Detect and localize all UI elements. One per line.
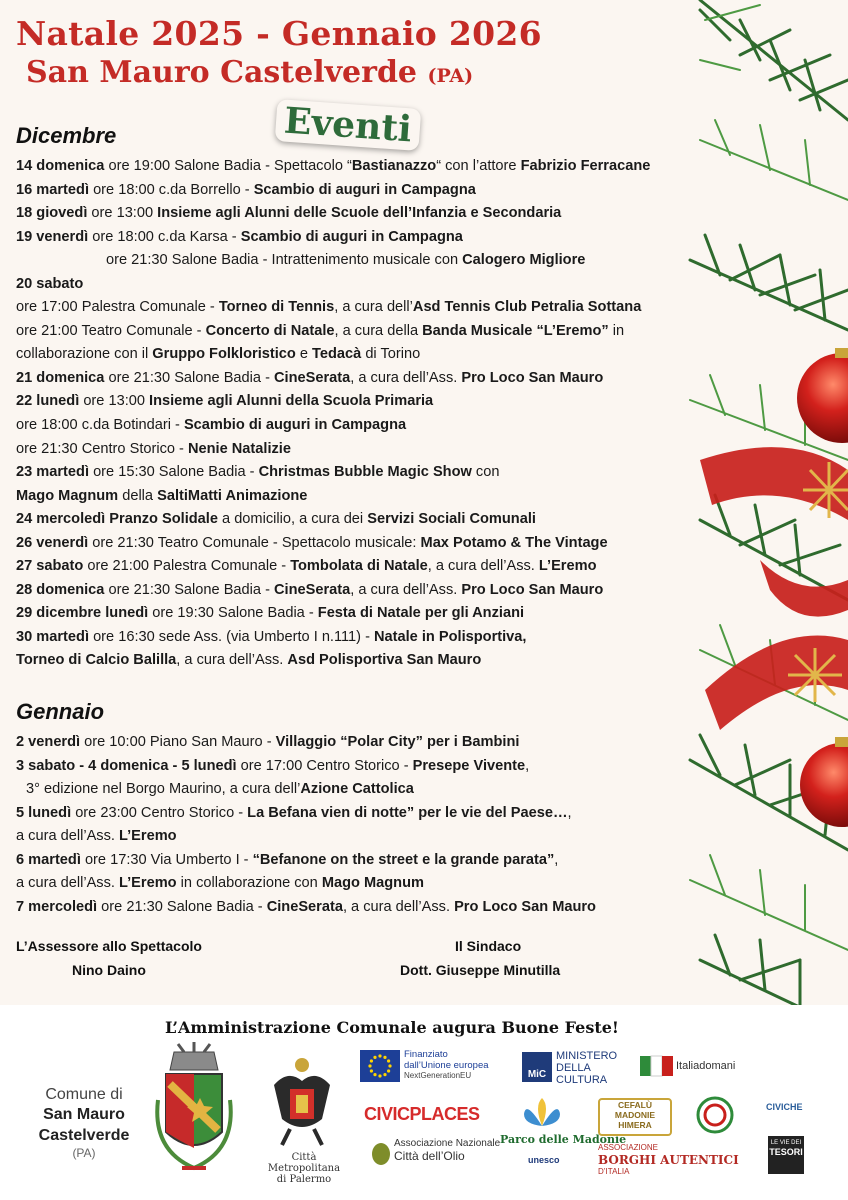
event-text: in collaborazione con: [176, 875, 322, 892]
event-line: [16, 226, 786, 250]
event-text: ore 21:30 Teatro Comunale - Spettacolo musicale:: [88, 534, 421, 551]
event-highlight: 23 martedì: [16, 464, 90, 481]
event-highlight: Insieme agli Alunni della Scuola Primaria: [149, 393, 434, 410]
tesori-logo: [768, 1136, 804, 1174]
event-line: [16, 731, 786, 755]
event-text: ore 21:30 Salone Badia -: [97, 898, 267, 915]
italia-flag-icon: [640, 1052, 674, 1080]
event-highlight: Presepe Vivente: [412, 757, 526, 774]
ministero-line3: CULTURA: [556, 1074, 608, 1086]
event-text: ,: [525, 757, 530, 774]
event-highlight: Bastianazzo: [351, 158, 437, 174]
event-text: , a cura dell’Ass.: [176, 652, 288, 669]
comune-line3: Castelverde: [38, 1127, 130, 1144]
event-highlight: Asd Tennis Club Petralia Sottana: [412, 299, 642, 316]
event-line: [16, 802, 786, 826]
event-text: ore 21:30 Salone Badia -: [104, 369, 274, 386]
tesori-line1: LE VIE DEI: [770, 1140, 802, 1146]
event-line: [16, 602, 786, 626]
sindaco-role: Il Sindaco: [455, 938, 522, 954]
event-highlight: 2 venerdì: [16, 734, 81, 750]
event-highlight: CineSerata: [274, 581, 351, 598]
event-line: [16, 555, 786, 579]
borghi-label: [598, 1143, 739, 1177]
event-text: ore 18:00 c.da Borrello -: [89, 181, 254, 198]
event-text: ore 21:00 Teatro Comunale -: [16, 322, 206, 339]
event-highlight: L’Eremo: [119, 875, 177, 892]
event-highlight: Pro Loco San Mauro: [461, 369, 604, 386]
borghi-line1: ASSOCIAZIONE: [598, 1143, 659, 1152]
ornaments: [797, 348, 848, 827]
event-text: ore 23:00 Centro Storico -: [71, 804, 248, 821]
cefalu-logo: [598, 1098, 672, 1136]
event-line: [16, 485, 786, 509]
ministero-line2: DELLA: [556, 1062, 591, 1074]
madonie-label: Parco delle Madonie: [500, 1133, 627, 1146]
event-highlight: Fabrizio Ferracane: [520, 158, 651, 174]
civiche-label: CIVICHE: [766, 1102, 803, 1112]
event-text: ore 17:00 Centro Storico -: [236, 757, 413, 774]
event-text: ore 17:00 Palestra Comunale -: [16, 299, 219, 316]
event-text: ore 21:30 Salone Badia -: [104, 581, 274, 598]
italia-badge-icon: [696, 1096, 734, 1134]
event-highlight: 20 sabato: [16, 275, 84, 292]
event-text: , a cura dell’: [334, 299, 413, 316]
palermo-eagle-icon: [270, 1055, 334, 1151]
borghi-line2: BORGHI AUTENTICI: [598, 1153, 739, 1167]
event-line: [16, 508, 786, 532]
event-text: , a cura della: [334, 322, 423, 339]
event-line: [16, 273, 786, 297]
event-highlight: Tombolata di Natale: [290, 558, 428, 575]
cittaolio-line2: Città dell’Olio: [394, 1149, 465, 1163]
event-line: [16, 626, 786, 650]
event-highlight: La Befana vien di notte” per le vie del Paese…: [247, 804, 568, 821]
event-highlight: Festa di Natale per gli Anziani: [317, 605, 525, 622]
event-highlight: SaltiMatti Animazione: [157, 487, 308, 504]
event-highlight: L’Eremo: [538, 558, 597, 575]
event-highlight: Pro Loco San Mauro: [454, 898, 596, 915]
event-highlight: 6 martedì: [16, 851, 81, 868]
palermo-line1: Città Metropolitana: [267, 1152, 341, 1174]
page-subtitle: [26, 55, 473, 90]
month-heading-gennaio: Gennaio: [16, 699, 105, 724]
event-text: collaborazione con il: [16, 346, 153, 363]
event-line: [16, 896, 786, 920]
event-line: [16, 320, 786, 344]
event-highlight: 19 venerdì: [16, 228, 89, 245]
event-line: [16, 367, 786, 391]
event-line: [16, 438, 786, 462]
event-line: [16, 390, 786, 414]
event-highlight: Natale in Polisportiva,: [374, 628, 527, 645]
event-line: [16, 343, 786, 367]
event-line: [16, 461, 786, 485]
event-text: ore 19:00 Salone Badia - Spettacolo “: [104, 158, 352, 174]
event-text: ore 10:00 Piano San Mauro -: [80, 734, 276, 750]
event-text: con: [471, 464, 500, 481]
gennaio-event-list: [16, 731, 786, 919]
event-line: [16, 649, 786, 673]
comune-line4: (PA): [72, 1146, 96, 1160]
event-line: [16, 179, 786, 203]
event-highlight: Christmas Bubble Magic Show: [258, 464, 472, 481]
event-text: a cura dell’Ass.: [16, 828, 120, 845]
event-highlight: 7 mercoledì: [16, 898, 98, 915]
event-highlight: Azione Cattolica: [300, 781, 414, 798]
event-text: ore 13:00: [79, 393, 150, 410]
eu-flag-icon: [360, 1050, 400, 1082]
sindaco-name: Dott. Giuseppe Minutilla: [400, 962, 561, 978]
event-highlight: Servizi Sociali Comunali: [367, 511, 536, 528]
assessore-role: L’Assessore allo Spettacolo: [16, 938, 202, 954]
event-text: ore 17:30 Via Umberto I -: [80, 851, 253, 868]
event-highlight: Asd Polisportiva San Mauro: [287, 652, 482, 669]
event-text: ore 18:00 c.da Botindari -: [16, 417, 184, 434]
event-highlight: Insieme agli Alunni delle Scuole dell’Infanzia e Secondaria: [157, 205, 562, 222]
event-highlight: CineSerata: [274, 369, 351, 386]
event-highlight: Scambio di auguri in Campagna: [183, 417, 407, 434]
event-text: a cura dell’Ass.: [16, 875, 120, 892]
event-line: [16, 579, 786, 603]
event-highlight: 30 martedì: [16, 628, 90, 645]
unesco-label: unesco: [528, 1155, 560, 1165]
ministero-line1: MINISTERO: [556, 1050, 618, 1062]
event-text: 3° edizione nel Borgo Maurino, a cura dell’: [26, 781, 301, 798]
cittaolio-line1: Associazione Nazionale: [394, 1138, 501, 1149]
event-line: [16, 755, 786, 779]
event-highlight: Calogero Migliore: [462, 252, 586, 269]
eventi-badge: Eventi: [275, 99, 421, 151]
assessore-name: Nino Daino: [72, 962, 146, 978]
event-line: [16, 872, 786, 896]
event-text: , a cura dell’Ass.: [342, 898, 455, 915]
eu-line2: dall’Unione europea: [404, 1059, 489, 1071]
madonie-butterfly-icon: [520, 1096, 564, 1130]
event-line: [16, 825, 786, 849]
event-text: “ con l’attore: [436, 158, 521, 174]
gold-snowflakes: [788, 462, 848, 702]
event-highlight: 29 dicembre lunedì: [16, 605, 149, 622]
comune-line2: San Mauro: [43, 1106, 125, 1123]
event-highlight: 18 giovedì: [16, 205, 88, 222]
event-text: ore 21:00 Palestra Comunale -: [83, 558, 291, 575]
dicembre-event-list: [16, 155, 786, 673]
province-label: (PA): [427, 65, 474, 87]
borghi-line3: D’ITALIA: [598, 1167, 630, 1176]
event-highlight: 16 martedì: [16, 181, 90, 198]
event-line: [16, 778, 786, 802]
event-text: , a cura dell’Ass.: [350, 581, 462, 598]
event-text: ore 13:00: [87, 205, 158, 222]
event-highlight: Tedacà: [312, 346, 362, 363]
event-text: a domicilio, a cura dei: [217, 511, 368, 528]
event-highlight: Villaggio “Polar City” per i Bambini: [275, 734, 520, 750]
event-highlight: 24 mercoledì Pranzo Solidale: [16, 511, 218, 528]
event-highlight: Torneo di Tennis: [218, 299, 335, 316]
event-text: e: [295, 346, 313, 363]
event-text: , a cura dell’Ass.: [350, 369, 462, 386]
comune-line1: Comune di: [45, 1086, 123, 1103]
event-line: [16, 155, 786, 179]
cefalu-line3: HIMERA: [618, 1120, 652, 1130]
event-highlight: 3 sabato - 4 domenica - 5 lunedì: [16, 757, 237, 774]
event-highlight: CineSerata: [266, 898, 343, 915]
eu-line3: NextGenerationEU: [404, 1071, 472, 1080]
event-highlight: Banda Musicale “L’Eremo”: [422, 322, 609, 339]
event-line: [16, 202, 786, 226]
event-highlight: 21 domenica: [16, 369, 105, 386]
greeting-text: L’Amministrazione Comunale augura Buone Feste!: [165, 1018, 619, 1037]
palermo-label: [256, 1152, 352, 1185]
event-text: ,: [567, 804, 572, 821]
event-text: , a cura dell’Ass.: [427, 558, 539, 575]
event-line: [16, 249, 786, 273]
palermo-line2: di Palermo: [276, 1174, 332, 1185]
event-text: ,: [554, 851, 559, 868]
event-line: [16, 532, 786, 556]
olive-icon: [370, 1138, 392, 1166]
ministero-label: [556, 1050, 617, 1086]
eu-label: [404, 1050, 504, 1082]
event-highlight: Gruppo Folkloristico: [152, 346, 296, 363]
event-highlight: Scambio di auguri in Campagna: [240, 228, 463, 245]
cefalu-line1: CEFALÙ: [618, 1100, 652, 1110]
month-heading-dicembre: Dicembre: [16, 123, 117, 148]
eu-stars-icon: [360, 1050, 400, 1082]
event-highlight: Scambio di auguri in Campagna: [253, 181, 476, 198]
tesori-line2: TESORI: [769, 1147, 803, 1157]
event-highlight: Pro Loco San Mauro: [461, 581, 604, 598]
event-highlight: 22 lunedì: [16, 393, 80, 410]
event-highlight: Mago Magnum: [321, 875, 424, 892]
event-text: ore 15:30 Salone Badia -: [89, 464, 259, 481]
comune-label: [28, 1086, 140, 1160]
event-line: [16, 414, 786, 438]
event-highlight: Concerto di Natale: [205, 322, 335, 339]
event-text: della: [118, 487, 158, 504]
event-text: ore 16:30 sede Ass. (via Umberto I n.111) -: [89, 628, 374, 645]
event-text: di Torino: [361, 346, 421, 363]
event-text: ore 18:00 c.da Karsa -: [88, 228, 241, 245]
event-highlight: 14 domenica: [16, 158, 105, 174]
event-highlight: 5 lunedì: [16, 804, 72, 821]
mic-logo-icon: MiC: [522, 1052, 552, 1082]
event-text: ore 21:30 Centro Storico -: [16, 440, 188, 457]
event-highlight: Mago Magnum: [16, 487, 119, 504]
comune-coat-of-arms-icon: [148, 1040, 240, 1180]
event-highlight: Max Potamo & The Vintage: [420, 534, 608, 551]
cittaolio-label: [394, 1138, 500, 1162]
event-text: in: [608, 322, 625, 339]
page-title: Natale 2025 - Gennaio 2026: [16, 14, 542, 53]
event-highlight: Torneo di Calcio Balilla: [16, 652, 177, 669]
event-text: ore 19:30 Salone Badia -: [148, 605, 318, 622]
event-line: [16, 296, 786, 320]
event-line: [16, 849, 786, 873]
event-highlight: L’Eremo: [119, 828, 177, 845]
event-highlight: “Befanone on the street e la grande parata”: [252, 851, 555, 868]
civicplaces-logo: CIVICPLACES: [364, 1104, 480, 1124]
eu-line1: Finanziato: [404, 1049, 448, 1060]
cefalu-line2: MADONIE: [614, 1110, 656, 1120]
event-highlight: 26 venerdì: [16, 534, 89, 551]
event-highlight: Nenie Natalizie: [187, 440, 291, 457]
italiadomani-label: Italiadomani: [676, 1060, 736, 1072]
event-highlight: 27 sabato: [16, 558, 84, 575]
event-text: ore 21:30 Salone Badia - Intrattenimento musicale con: [106, 252, 463, 269]
event-highlight: 28 domenica: [16, 581, 105, 598]
town-name: San Mauro Castelverde: [26, 55, 418, 90]
